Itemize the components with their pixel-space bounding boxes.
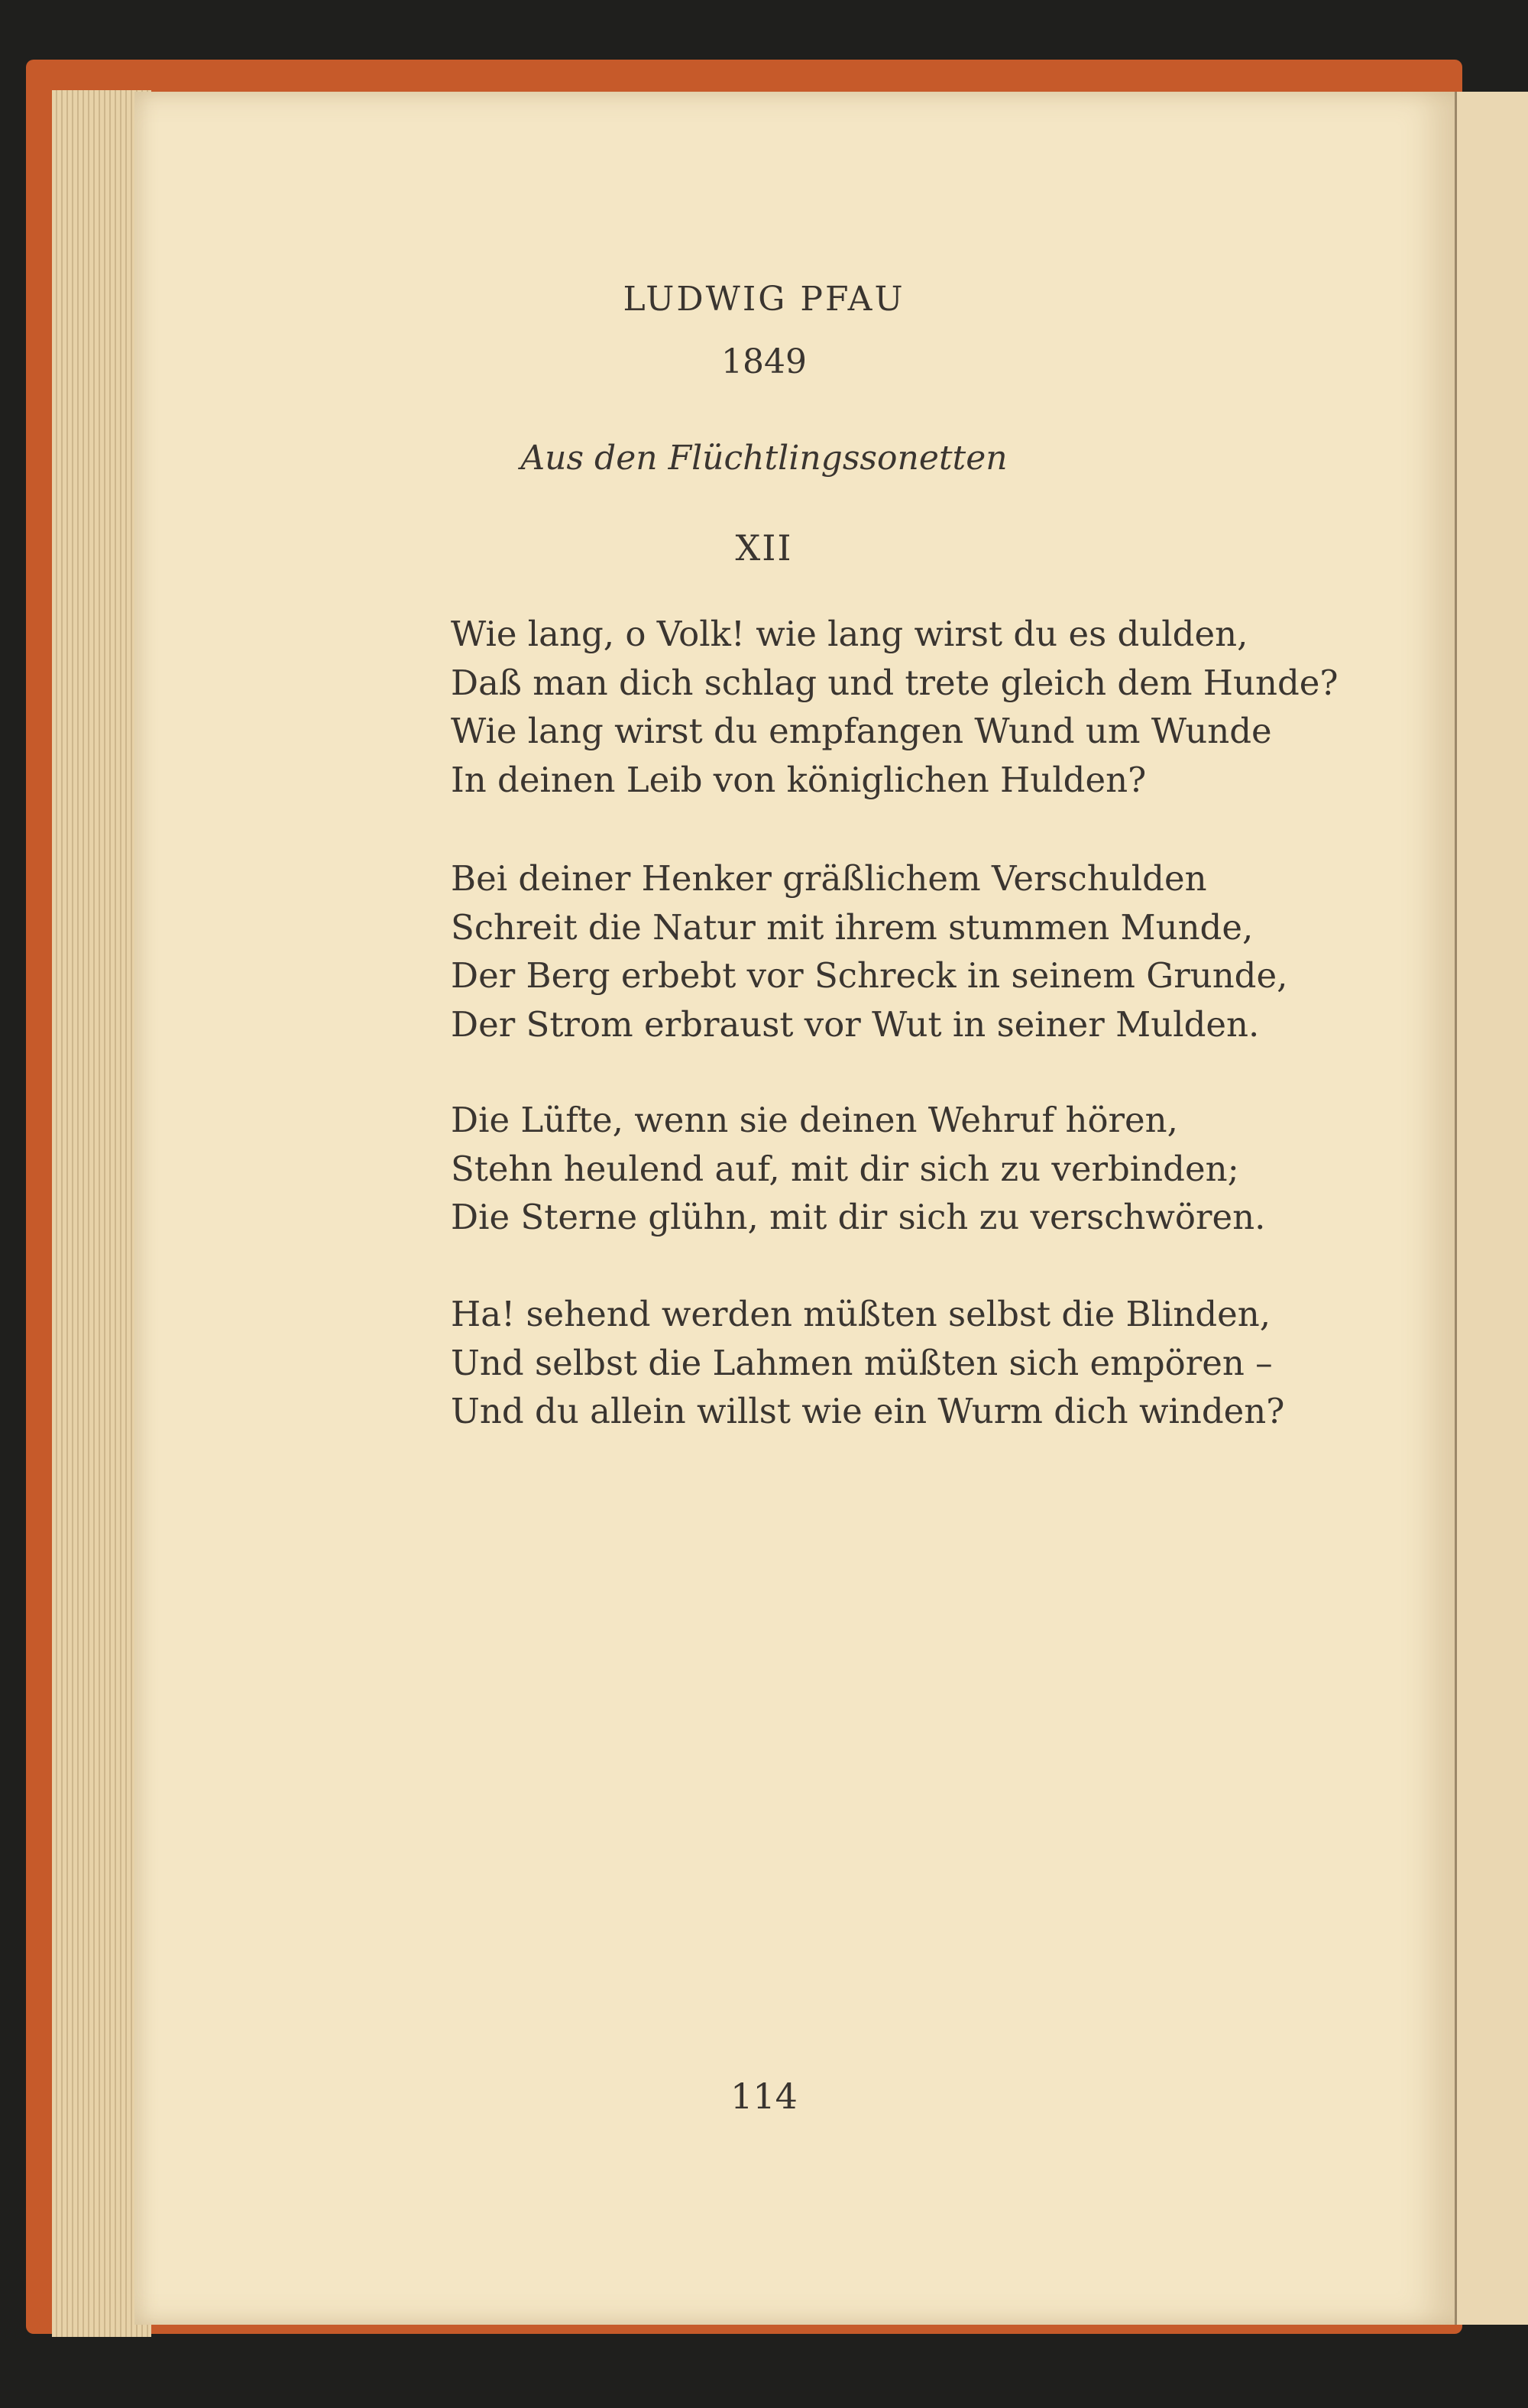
poem-line: Schreit die Natur mit ihrem stummen Munde, xyxy=(451,906,1254,948)
poem-line: Bei deiner Henker gräßlichem Verschulden xyxy=(451,858,1207,899)
poem-line: Ha! sehend werden müßten selbst die Blinden, xyxy=(451,1294,1271,1334)
year: 1849 xyxy=(721,342,807,381)
poem-line: Die Sterne glühn, mit dir sich zu verschwören. xyxy=(451,1197,1266,1237)
poem-line: Daß man dich schlag und trete gleich dem Hunde? xyxy=(451,662,1339,703)
poem-line: Der Strom erbraust vor Wut in seiner Mulden. xyxy=(451,1003,1260,1045)
stanza-4 xyxy=(451,1290,1337,1436)
stanza-1 xyxy=(451,610,1337,804)
poem-line: Und du allein willst wie ein Wurm dich winden? xyxy=(451,1391,1285,1431)
author-name: LUDWIG PFAU xyxy=(623,280,905,319)
poem-line: Stehn heulend auf, mit dir sich zu verbinden; xyxy=(451,1148,1239,1189)
poem-line: Wie lang wirst du empfangen Wund um Wunde xyxy=(451,711,1272,751)
poem-line: In deinen Leib von königlichen Hulden? xyxy=(451,759,1147,800)
page-number: 114 xyxy=(730,2076,798,2117)
poem-line: Wie lang, o Volk! wie lang wirst du es dulden, xyxy=(451,614,1248,654)
poem-line: Die Lüfte, wenn sie deinen Wehruf hören, xyxy=(451,1100,1178,1140)
stanza-3 xyxy=(451,1096,1337,1242)
poem-line: Der Berg erbebt vor Schreck in seinem Grunde, xyxy=(451,955,1288,996)
cycle-title: Aus den Flüchtlingssonetten xyxy=(520,439,1008,478)
stanza-2 xyxy=(451,854,1337,1048)
sonnet-number: XII xyxy=(735,527,793,569)
poem-line: Und selbst die Lahmen müßten sich empören – xyxy=(451,1342,1273,1383)
facing-page-edge xyxy=(1455,92,1528,2325)
